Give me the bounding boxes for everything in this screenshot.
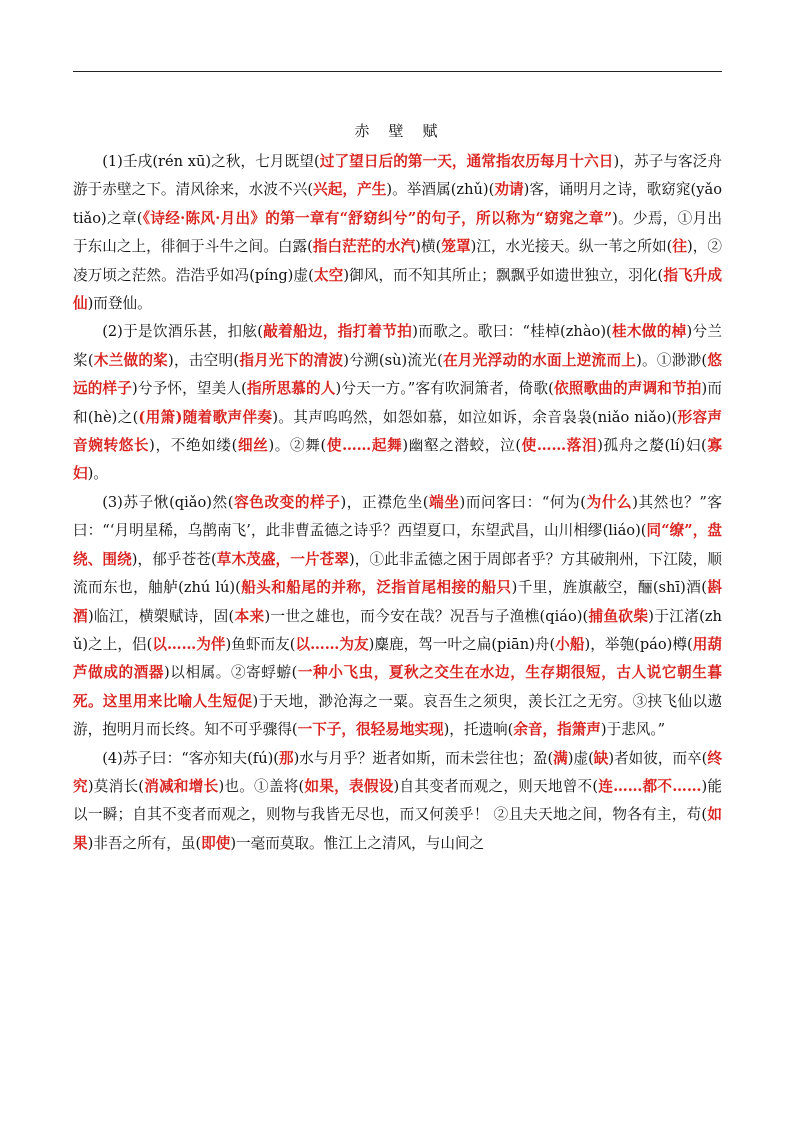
- annotation-text: 连……都不……: [598, 777, 702, 795]
- body-text: )者如彼，而卒(: [608, 749, 708, 767]
- body-text: )，①此非孟德之困于周郎者乎？方其破荆州，下江陵，顺流而东也，舳舻(zhú lú)(: [73, 550, 722, 597]
- body-text: )。②舞(: [268, 437, 327, 455]
- body-text: )千里，旌旗蔽空，酾(shī)酒(: [511, 579, 707, 597]
- annotation-text: (用箫)随着歌声伴奏: [138, 408, 273, 426]
- annotation-text: 笼罩: [441, 238, 471, 256]
- annotation-text: 以……为友: [295, 635, 369, 653]
- annotation-text: 如果，表假设: [304, 777, 394, 795]
- header-rule: [73, 71, 722, 72]
- annotation-text: 用葫芦做成的酒器: [73, 635, 722, 682]
- body-text: )。少焉，①月出于东山之上，徘徊于斗牛之间。白露(: [73, 209, 722, 256]
- body-text: )虚(: [567, 749, 594, 767]
- body-text: )其然也？”客曰：“‘月明星稀，乌鹊南飞’，此非曹孟德之诗乎？西望夏口，东望武昌，山川相缪(liáo)(: [73, 493, 723, 540]
- body-text: (4)苏子曰：“客亦知夫(fú)(: [102, 749, 279, 767]
- body-text: (2)于是饮酒乐甚，扣舷(: [102, 323, 263, 341]
- annotation-text: 本来: [234, 607, 265, 625]
- body-text: )也。①盖将(: [218, 777, 305, 795]
- body-text: )自其变者而观之，则天地曾不(: [393, 777, 599, 795]
- annotation-text: 形容声音婉转悠长: [73, 408, 722, 455]
- body-text: )于天地，渺沧海之一粟。哀吾生之须臾，羡长江之无穷。③挟飞仙以遨游，抱明月而长终。知不可乎骤得(: [73, 692, 722, 739]
- annotation-text: 斟酒: [73, 579, 722, 625]
- annotation-text: 悠远的样子: [73, 351, 722, 398]
- body-text: (1)壬戌(rén xū)之秋，七月既望(: [102, 153, 320, 170]
- body-text: )能以一瞬；自其不变者而观之，则物与我皆无尽也，而又何羡乎！ ②且夫天地之间，物各有主，苟(: [73, 777, 722, 824]
- annotation-text: 木兰做的桨: [93, 351, 169, 369]
- annotation-text: 小船: [555, 635, 585, 653]
- annotation-text: 为什么: [586, 493, 633, 511]
- annotation-text: 端坐: [428, 493, 460, 511]
- body-text: )江，水光接天。纵一苇之所如(: [470, 238, 673, 256]
- annotation-text: 过了望日后的第一天，通常指农历每月十六日: [319, 153, 614, 170]
- annotation-text: 使……起舞: [326, 437, 403, 455]
- body-text: )而歌之。歌曰：“桂棹(zhào)(: [412, 323, 612, 341]
- body-text: )兮天一方。”客有吹洞箫者，倚歌(: [335, 380, 554, 398]
- body-text: )，击空明(: [168, 351, 240, 369]
- body-text: )，②凌万顷之茫然。浩浩乎如冯(píng)虚(: [73, 238, 722, 284]
- annotation-text: 消减和增长: [144, 777, 219, 795]
- annotation-text: 依照歌曲的声调和节拍: [553, 380, 702, 398]
- body-text: )鱼虾而友(: [225, 635, 296, 653]
- annotation-text: 余音，指箫声: [513, 721, 601, 739]
- paragraph: [73, 148, 722, 318]
- body-text: )莫消长(: [87, 777, 144, 795]
- body-text: )客，诵明月之诗，歌窈窕(yǎo tiǎo)之章(: [73, 181, 722, 227]
- body-text: )兮溯(sù)流光(: [343, 351, 443, 369]
- body-text: )而和(hè)之(: [73, 380, 722, 426]
- body-text: )兮兰桨(: [73, 323, 722, 369]
- annotation-text: 以……为伴: [152, 635, 226, 653]
- annotation-text: 兴起，产生: [313, 181, 387, 199]
- body-text: )于江渚(zhǔ)之上，侣(: [73, 607, 722, 653]
- annotation-text: 同“缭”，盘绕、围绕: [73, 522, 722, 568]
- body-text: )，苏子与客泛舟游于赤壁之下。清风徐来，水波不兴(: [73, 153, 722, 199]
- paragraph: [73, 318, 722, 488]
- annotation-text: 船头和船尾的并称，泛指首尾相接的船只: [240, 579, 512, 597]
- annotation-text: 满: [553, 749, 568, 767]
- annotation-text: 《诗经·陈风·月出》的第一章有“舒窈纠兮”的句子，所以称为“窈窕之章”: [142, 209, 613, 227]
- body-text: )于悲风。”: [600, 721, 666, 739]
- body-text: )幽壑之潜蛟，泣(: [402, 437, 522, 455]
- body-text: )，不绝如缕(: [149, 437, 238, 455]
- annotation-text: 如果: [73, 806, 722, 852]
- annotation-text: 太空: [313, 266, 344, 284]
- annotation-text: 使……落泪: [521, 437, 598, 455]
- annotation-text: 容色改变的样子: [233, 493, 341, 511]
- body-text: )非吾之所有，虽(: [87, 834, 202, 852]
- body-text: )。: [87, 465, 108, 483]
- annotation-text: 草木茂盛，一片苍翠: [216, 550, 350, 568]
- body-text: (3)苏子愀(qiǎo)然(: [102, 493, 234, 511]
- annotation-text: 细丝: [237, 437, 269, 455]
- body-text: )兮予怀，望美人(: [132, 380, 247, 398]
- annotation-text: 指飞升成仙: [73, 266, 722, 313]
- body-text: )一世之雄也，而今安在哉？况吾与子渔樵(qiáo)(: [264, 607, 589, 625]
- body-text: )，举匏(páo)樽(: [584, 635, 693, 653]
- annotation-text: 寡妇: [73, 437, 722, 483]
- body-text: )孤舟之嫠(lí)妇(: [597, 437, 707, 455]
- body-text: )而问客曰：“何为(: [459, 493, 587, 511]
- body-text: )麋鹿，驾一叶之扁(piān)舟(: [368, 635, 556, 653]
- annotation-text: 一下子，很轻易地实现: [297, 721, 444, 739]
- annotation-text: 指所思慕的人: [246, 380, 336, 398]
- annotation-text: 敲着船边，指打着节拍: [262, 323, 413, 341]
- page-title: 赤 壁 赋: [354, 122, 440, 140]
- body-text: )而登仙。: [87, 295, 152, 313]
- body-text: )临江，横槊赋诗，固(: [87, 607, 235, 625]
- paragraph: [73, 489, 722, 745]
- annotation-text: 桂木做的棹: [611, 323, 687, 341]
- body-text: )。其声呜呜然，如怨如慕，如泣如诉，余音袅袅(niǎo niǎo)(: [272, 408, 678, 426]
- body-text: )，郁乎苍苍(: [131, 550, 217, 568]
- annotation-text: 指白茫茫的水汽: [312, 238, 416, 256]
- annotation-text: 捕鱼砍柴: [588, 607, 649, 625]
- paragraph: [73, 745, 722, 859]
- body-text: )，正襟危坐(: [340, 493, 429, 511]
- annotation-text: 指月光下的清波: [239, 351, 344, 369]
- body-text: )，托遗响(: [443, 721, 514, 739]
- annotation-text: 终究: [73, 749, 722, 795]
- annotation-text: 即使: [201, 834, 231, 852]
- annotation-text: 在月光浮动的水面上逆流而上: [442, 351, 637, 369]
- body-text: )一毫而莫取。惟江上之清风，与山间之: [230, 834, 485, 852]
- annotation-text: 缺: [593, 749, 609, 767]
- body-text: )水与月乎？逝者如斯，而未尝往也；盈(: [293, 749, 554, 767]
- annotation-text: 劝请: [494, 181, 524, 199]
- body-text: )。①渺渺(: [636, 351, 708, 369]
- body-text: )横(: [415, 238, 442, 256]
- body-text: )御风，而不知其所止；飘飘乎如遗世独立，羽化(: [343, 266, 664, 284]
- annotation-text: 一种小飞虫，夏秋之交生在水边，生存期很短，古人说它朝生暮死。这里用来比喻人生短促: [73, 664, 722, 710]
- annotation-text: 那: [279, 749, 294, 767]
- body-text: )以相属。②寄蜉蝣(: [164, 664, 298, 682]
- main-text: [73, 148, 722, 858]
- body-text: )。举酒属(zhǔ)(: [386, 181, 495, 199]
- annotation-text: 往: [672, 238, 687, 256]
